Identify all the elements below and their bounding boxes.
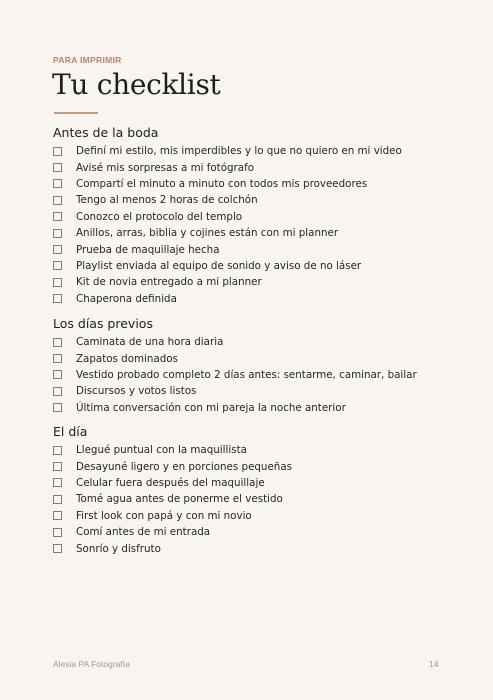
checkbox-icon[interactable] bbox=[53, 495, 62, 504]
section-heading: Los días previos bbox=[53, 316, 153, 331]
checklist-item-label: Llegué puntual con la maquillista bbox=[76, 444, 247, 457]
checklist-item-label: Tomé agua antes de ponerme el vestido bbox=[76, 493, 283, 506]
checklist-item-label: Chaperona definida bbox=[76, 292, 177, 305]
checklist-item bbox=[53, 458, 292, 474]
checkbox-icon[interactable] bbox=[53, 528, 62, 537]
checklist-item-label: Sonrío y disfruto bbox=[76, 542, 161, 555]
checklist bbox=[53, 442, 292, 557]
checklist bbox=[53, 143, 402, 307]
checklist-item-label: Desayuné ligero y en porciones pequeñas bbox=[76, 460, 292, 473]
checklist-item bbox=[53, 274, 402, 290]
page-title: Tu checklist bbox=[52, 68, 221, 101]
checkbox-icon[interactable] bbox=[53, 179, 62, 188]
checkbox-icon[interactable] bbox=[53, 446, 62, 455]
section-heading: Antes de la boda bbox=[53, 125, 159, 140]
checkbox-icon[interactable] bbox=[53, 354, 62, 363]
checkbox-icon[interactable] bbox=[53, 403, 62, 412]
checklist-item-label: Discursos y votos listos bbox=[76, 385, 197, 398]
checklist-item bbox=[53, 176, 402, 192]
checkbox-icon[interactable] bbox=[53, 294, 62, 303]
checklist-item bbox=[53, 491, 292, 507]
checkbox-icon[interactable] bbox=[53, 278, 62, 287]
checklist-item-label: Anillos, arras, biblia y cojines están con mi planner bbox=[76, 227, 339, 240]
checklist-item-label: First look con papá y con mi novio bbox=[76, 509, 252, 522]
checklist-item-label: Zapatos dominados bbox=[76, 352, 178, 365]
page-number: 14 bbox=[429, 659, 439, 669]
checklist-item bbox=[53, 143, 402, 159]
checkbox-icon[interactable] bbox=[53, 212, 62, 221]
checklist-item-label: Compartí el minuto a minuto con todos mis proveedores bbox=[76, 177, 368, 190]
checklist-item bbox=[53, 159, 402, 175]
checklist-item bbox=[53, 258, 402, 274]
checkbox-icon[interactable] bbox=[53, 338, 62, 347]
checklist-item bbox=[53, 192, 402, 208]
checklist-item bbox=[53, 334, 417, 350]
section-el-dia bbox=[53, 422, 292, 557]
section-antes-de-la-boda bbox=[53, 123, 402, 307]
checkbox-icon[interactable] bbox=[53, 245, 62, 254]
checklist-item bbox=[53, 225, 402, 241]
checklist-item bbox=[53, 524, 292, 540]
checklist-item-label: Última conversación con mi pareja la noche anterior bbox=[76, 401, 346, 414]
checkbox-icon[interactable] bbox=[53, 462, 62, 471]
checklist-item-label: Tengo al menos 2 horas de colchón bbox=[76, 194, 258, 207]
checklist-item bbox=[53, 383, 417, 399]
checklist-item bbox=[53, 367, 417, 383]
title-divider bbox=[54, 112, 98, 114]
checkbox-icon[interactable] bbox=[53, 261, 62, 270]
checklist-item bbox=[53, 291, 402, 307]
checkbox-icon[interactable] bbox=[53, 387, 62, 396]
checklist-item-label: Prueba de maquillaje hecha bbox=[76, 243, 220, 256]
checklist-item-label: Kit de novia entregado a mi planner bbox=[76, 276, 262, 289]
checklist-item-label: Caminata de una hora diaria bbox=[76, 336, 224, 349]
checklist-item-label: Playlist enviada al equipo de sonido y aviso de no láser bbox=[76, 259, 362, 272]
footer-author: Alesia PA Fotografía bbox=[53, 659, 130, 669]
checklist-item-label: Definí mi estilo, mis imperdibles y lo que no quiero en mi video bbox=[76, 145, 402, 158]
checkbox-icon[interactable] bbox=[53, 147, 62, 156]
checklist-item bbox=[53, 241, 402, 257]
checklist-item bbox=[53, 442, 292, 458]
eyebrow-label: PARA IMPRIMIR bbox=[53, 55, 122, 65]
checklist-item-label: Conozco el protocolo del templo bbox=[76, 210, 243, 223]
checklist-item bbox=[53, 209, 402, 225]
checklist-item-label: Celular fuera después del maquillaje bbox=[76, 476, 265, 489]
checkbox-icon[interactable] bbox=[53, 478, 62, 487]
checkbox-icon[interactable] bbox=[53, 511, 62, 520]
checklist-item bbox=[53, 540, 292, 556]
checkbox-icon[interactable] bbox=[53, 544, 62, 553]
checkbox-icon[interactable] bbox=[53, 196, 62, 205]
checklist-item bbox=[53, 400, 417, 416]
checkbox-icon[interactable] bbox=[53, 163, 62, 172]
checklist-item-label: Avisé mis sorpresas a mi fotógrafo bbox=[76, 161, 254, 174]
checklist-item-label: Comí antes de mi entrada bbox=[76, 526, 211, 539]
section-heading: El día bbox=[53, 424, 88, 439]
section-los-dias-previos bbox=[53, 314, 417, 416]
checkbox-icon[interactable] bbox=[53, 370, 62, 379]
checklist-item bbox=[53, 350, 417, 366]
checklist bbox=[53, 334, 417, 416]
checklist-item-label: Vestido probado completo 2 días antes: sentarme, caminar, bailar bbox=[76, 368, 417, 381]
checkbox-icon[interactable] bbox=[53, 229, 62, 238]
checklist-item bbox=[53, 508, 292, 524]
checklist-item bbox=[53, 475, 292, 491]
